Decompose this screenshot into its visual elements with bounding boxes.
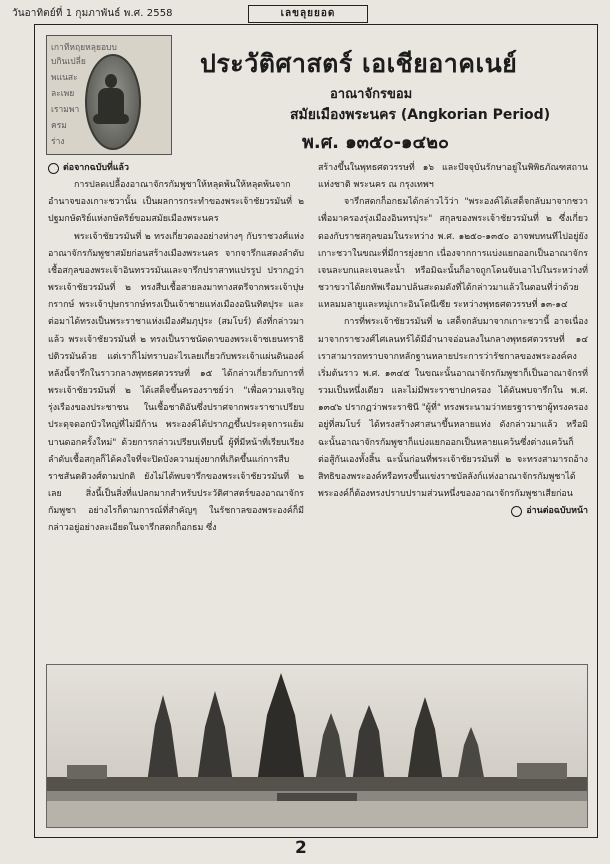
- paragraph-text: สร้างขึ้นในพุทธศตวรรษที่ ๑๖ และปัจจุบันรักษาอยู่ในพิพิธภัณฑสถานแห่งชาติ พระนคร ณ กรุงเทพฯ: [318, 163, 588, 191]
- amulet-inscription-line: ร่าง: [51, 137, 65, 147]
- paragraph: [318, 314, 588, 503]
- section-heading: [48, 160, 304, 177]
- amulet-inscription-line: เกาทีหฤยหลุยอบบ: [51, 43, 117, 53]
- paragraph: [318, 160, 588, 194]
- masthead: เลขลุยยอด: [248, 5, 368, 23]
- publication-date: วันอาทิตย์ที่ 1 กุมภาพันธ์ พ.ศ. 2558: [12, 8, 173, 19]
- amulet-photo: [46, 35, 172, 155]
- paragraph: [48, 229, 304, 538]
- amulet-inscription-line: พแนสะ: [51, 73, 78, 83]
- paragraph-text: การปลดเปลื้องอาณาจักรกัมพูชาให้หลุดพ้นให้หลุดพ้นจากอำนาจของเกาะชวานั้น เป็นผลการกระทำของพระเจ้าชัยวรมันที่ ๒ ปฐมกษัตริย์แห่งกษัตริย์ขอมสมัยเมืองพระนคร: [48, 180, 304, 225]
- section-heading-text: ต่อจากฉบับที่แล้ว: [63, 163, 129, 173]
- paragraph-text: การที่พระเจ้าชัยวรมันที่ ๒ เสด็จกลับมาจากเกาะชวานี้ อาจเนื่องมาจากราชวงศ์ไศเลนทร์ได้มีอำนาจอ่อนลงในกลางพุทธศตวรรษที่ ๑๔ เราสามารถทราบจากหลักฐานหลายประการว่ารัชกาลของพระองค์คงเริ่มต้นราว พ.ศ. ๑๓๔๕ ในขณะนั้นอาณาจักรกัมพูชาก็เป็นอาณาจักรที่รวมเป็นหนึ่งเดียว และไม่มีพระราชาปกครอง ได้ดันพบจารึกใน พ.ศ. ๑๓๔๖ ปรากฏว่าพระราชินี "ผู้ที่" ทรงพระนามว่าทยรฐาราชาผู้ทรงครองอยู่ที่สมโบร์ ได้ทรงสร้างศาสนาขึ้นหลายแห่ง ดังกล่าวมาแล้ว หรือมิฉะนั้นอาณาจักรกัมพูชาก็แบ่งแยกออกเป็นหลายแคว้นซึ่งต่างแคว้นก็ต่อสู้กันเองทั้งสิ้น ฉะนั้นก่อนที่พระเจ้าชัยวรมันที่ ๒ จะทรงสามารถอ้างสิทธิของพระองค์หรือทรงขึ้นแข่งราชบัลลังก์แห่งอาณาจักรกัมพูชาได้ พระองค์ก็ต้องทรงปราบปรามส่วนหนึ่งของอาณาจักรกัมพูชาเสียก่อน: [318, 317, 588, 499]
- continue-label: อ่านต่อฉบับหน้า: [526, 506, 588, 517]
- page-number: 2: [295, 838, 307, 858]
- continue-note: [318, 503, 588, 520]
- temple-photo: [46, 664, 588, 828]
- circle-bullet-icon: [48, 163, 59, 174]
- paragraph-text: จารึกสดกก็อกธมได้กล่าวไว้ว่า "พระองค์ได้เสด็จกลับมาจากชวาเพื่อมาครองรุ่งเมืองอินทรปุระ" สกุลของพระเจ้าชัยวรมันที่ ๒ ซึ่งเกี่ยวดองกับราชสกุลขอมในระหว่าง พ.ศ. ๑๒๕๐-๑๓๕๐ อาจพบทนทีไปอยู่ยังเกาะชวาในขณะที่มีการยุ่งยาก เนื่องจากการแบ่งแยกออกเป็นอาณาจักรเจนละบกและเจนละน้ำ หรือมิฉะนั้นก็อาจถูกโดนจับเอาไปในระหว่างที่ชวาขวาได้ยกทัพเรือมาปล้นสะดมดังที่ได้กล่าวมาแล้วในตอนที่ว่าด้วยแหลมมลายูและหมู่เกาะอินโดนีเซีย ระหว่างพุทธศตวรรษที่ ๑๓-๑๔: [318, 197, 588, 311]
- article-column-right: [318, 160, 588, 520]
- article-period: พ.ศ. ๑๓๕๐-๑๔๒๐: [302, 132, 449, 153]
- page-header: [0, 2, 610, 24]
- amulet-inscription-line: ละเพย: [51, 89, 75, 99]
- amulet-inscription-line: ครม: [51, 121, 67, 131]
- paragraph: [48, 177, 304, 228]
- article-era: สมัยเมืองพระนคร (Angkorian Period): [290, 107, 551, 123]
- buddha-head-icon: [105, 74, 117, 88]
- circle-bullet-icon: [511, 506, 522, 517]
- amulet-inscription-line: เรามพา: [51, 105, 80, 115]
- paragraph-text: พระเจ้าชัยวรมันที่ ๒ ทรงเกี่ยวดองอย่างห่างๆ กับราชวงศ์แห่งอาณาจักรกัมพูชาสมัยก่อนสร้างเมืองพระนคร จากจารึกแสดงลำดับเชื้อสกุลของพระเจ้าอินทรวรมันและจารึกปราสาทแปรรูป ปรากฏว่าพระเจ้าชัยวรมันที่ ๒ ทรงสืบเชื้อสายลงมาทางสตรีจากพระเจ้าปุษกรากษ์ พระเจ้าปุษกรากษ์ทรงเป็นเจ้าชายแห่งเมืองอนินทิตปุระ และต่อมาได้ทรงเป็นพระราชาแห่งเมืองศัมภุปุระ (สมโบร์) ดังที่กล่าวมาแล้ว พระเจ้าชัยวรมันที่ ๒ ทรงเป็นราชนัดดาของพระเจ้าชเยนทราธิปติวรมันด้วย แต่เราก็ไม่ทราบอะไรเลยเกี่ยวกับพระเจ้าแผ่นดินองค์หลังนี้จารึกในราวกลางพุทธศตวรรษที่ ๑๕ ได้กล่าวเกี่ยวกับการที่พระเจ้าชัยวรมันที่ ๒ ได้เสด็จขึ้นครองราชย์ว่า "เพื่อความเจริญรุ่งเรืองของประชาชน ในเชื้อชาติอันซึ่งปราศจากพระราชาเปรียบประดุจดอกบัวใหญ่ที่ไม่มีก้าน พระองค์ได้ปรากฏขึ้นประดุจการแย้มบานดอกครั้งใหม่" ด้วยการกล่าวเปรียบเทียบนี้ ผู้ที่มีหน้าที่เรียบเรียงลำดับเชื้อสกุลก็ได้คงใจที่จะปิดบังความยุ่งยากที่เกิดขึ้นแก่การสืบราชสันตติวงศ์ตามปกติ ยังไม่ได้พบจารึกของพระเจ้าชัยวรมันที่ ๒ เลย สิ่งนี้เป็นสิ่งที่แปลกมากสำหรับประวัติศาสตร์ของอาณาจักรกัมพูชา อย่างไรก็ตามการณ์ที่สำคัญๆ ในรัชกาลของพระองค์ก็มีกล่าวอยู่อย่างละเอียดในจารึกสดกก็อกธม ซึ่ง: [48, 231, 304, 534]
- amulet-inscription-line: บกินเปลี่ย: [51, 57, 86, 67]
- article-column-left: [48, 160, 304, 537]
- buddha-lap-icon: [93, 114, 129, 124]
- paragraph: [318, 194, 588, 314]
- article-subtitle: อาณาจักรขอม: [330, 87, 413, 102]
- angkor-temple-illustration: [47, 665, 587, 827]
- article-title: ประวัติศาสตร์ เอเชียอาคเนย์: [200, 49, 518, 78]
